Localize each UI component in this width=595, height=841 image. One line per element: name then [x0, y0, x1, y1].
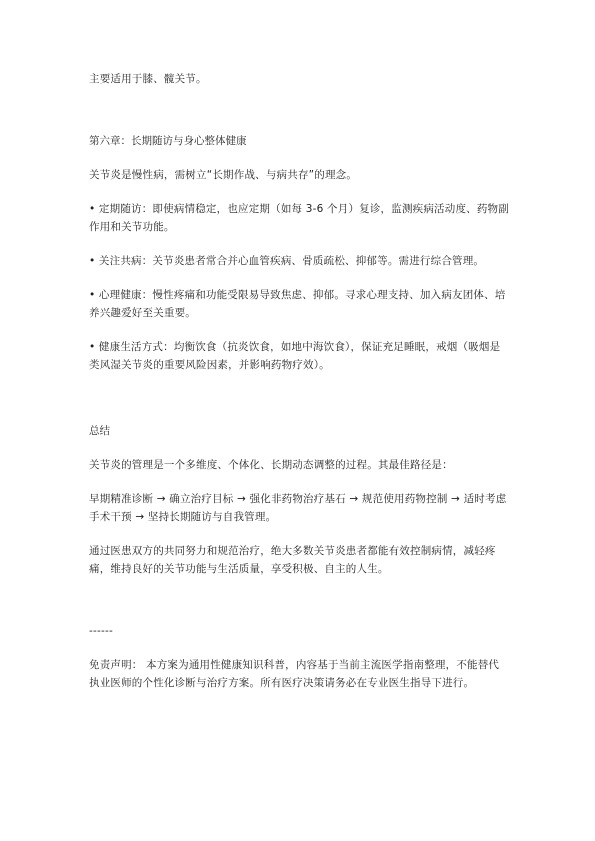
spacer	[89, 474, 509, 490]
bullet-mental-health: • 心理健康：慢性疼痛和功能受限易导致焦虑、抑郁。寻求心理支持、加入病友团体、培养兴趣爱好至关重要。	[89, 289, 506, 319]
spacer	[89, 150, 509, 166]
spacer	[89, 236, 509, 252]
summary-heading: 总结	[89, 425, 110, 437]
spacer	[89, 578, 509, 622]
spacer	[89, 184, 509, 200]
divider-dashes: ------	[89, 625, 113, 637]
chapter6-heading: 第六章：长期随访与身心整体健康	[89, 135, 247, 147]
spacer	[89, 640, 509, 656]
spacer	[89, 440, 509, 456]
spacer	[89, 270, 509, 286]
spacer	[89, 322, 509, 338]
disclaimer: 免责声明： 本方案为通用性健康知识科普，内容基于当前主流医学指南整理，不能替代执业医师的个性化诊断与治疗方案。所有医疗决策请务必在专业医生指导下进行。	[89, 659, 500, 689]
intro-line: 主要适用于膝、髋关节。	[89, 73, 207, 85]
spacer	[89, 88, 509, 132]
document-body	[89, 70, 509, 692]
summary-lead: 关节炎的管理是一个多维度、个体化、长期动态调整的过程。其最佳路径是：	[89, 459, 453, 471]
spacer	[89, 526, 509, 542]
summary-closing: 通过医患双方的共同努力和规范治疗，绝大多数关节炎患者都能有效控制病情，减轻疼痛，维持良好的关节功能与生活质量，享受积极、自主的人生。	[89, 545, 496, 575]
spacer	[89, 374, 509, 422]
bullet-comorbidity: • 关注共病：关节炎患者常合并心血管疾病、骨质疏松、抑郁等。需进行综合管理。	[89, 255, 485, 267]
bullet-followup: • 定期随访：即使病情稳定，也应定期（如每 3-6 个月）复诊，监测疾病活动度、药物副作用和关节功能。	[89, 203, 509, 233]
summary-path: 早期精准诊断 → 确立治疗目标 → 强化非药物治疗基石 → 规范使用药物控制 → 适时考虑手术干预 → 坚持长期随访与自我管理。	[89, 493, 507, 523]
bullet-lifestyle: • 健康生活方式：均衡饮食（抗炎饮食，如地中海饮食），保证充足睡眠，戒烟（吸烟是类风湿关节炎的重要风险因素，并影响药物疗效）。	[89, 341, 501, 371]
chapter6-lead: 关节炎是慢性病，需树立“长期作战、与病共存”的理念。	[89, 169, 358, 181]
